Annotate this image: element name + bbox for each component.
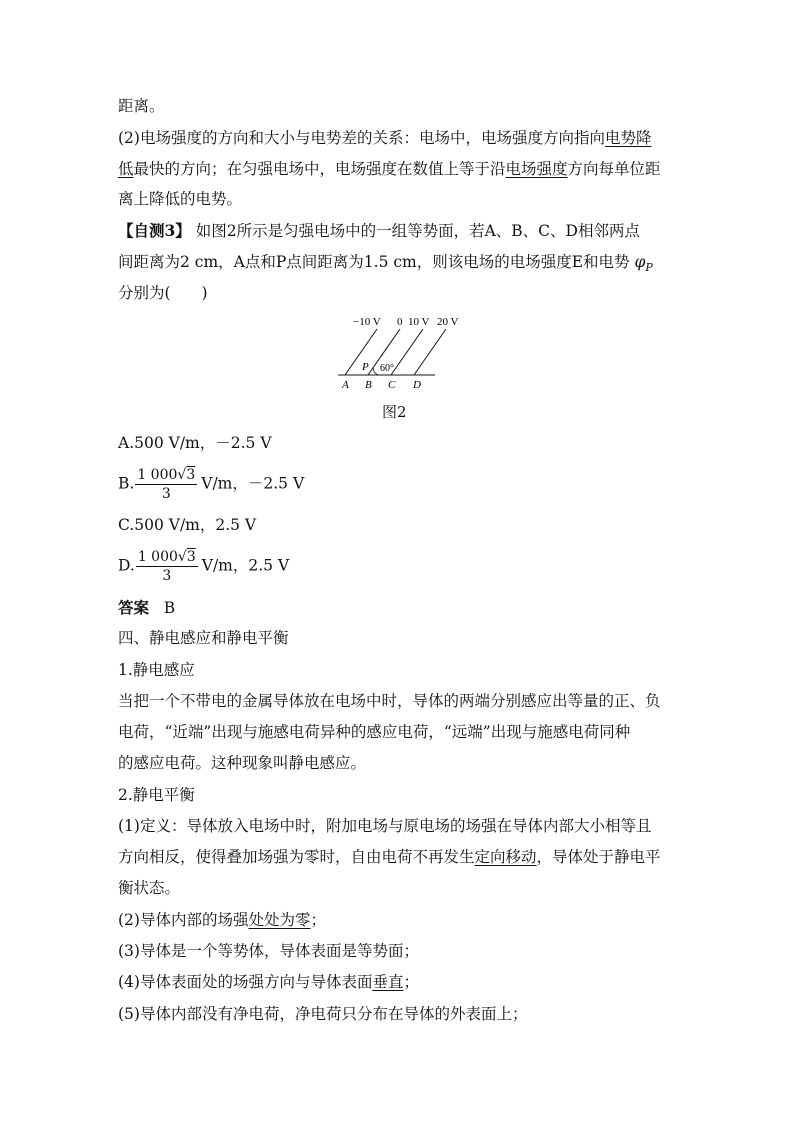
underlined-term: 处处为零	[248, 911, 311, 929]
text-line: 当把一个不带电的金属导体放在电场中时，导体的两端分别感应出等量的正、负	[118, 692, 661, 710]
angle-arc	[373, 367, 378, 375]
potential-label: 20 V	[437, 316, 459, 328]
question-tag: 【自测3】	[118, 221, 191, 240]
potential-label: 10 V	[408, 316, 430, 328]
subsection-title: 1.静电感应	[118, 661, 195, 679]
text-line: 的感应电荷。这种现象叫静电感应。	[118, 754, 367, 772]
answer-line: 答案 B	[118, 598, 176, 617]
point-p-label: P	[362, 361, 369, 373]
option-a: A.500 V/m，－2.5 V	[118, 434, 272, 452]
underlined-term: 定向移动	[474, 848, 537, 866]
point-label: C	[388, 379, 396, 391]
option-b: B. $\frac{1 000√3}{3}$ V/m，－2.5 V	[118, 467, 305, 502]
text-line: (1)定义：导体放入电场中时，附加电场与原电场的场强在导体内部大小相等且	[118, 817, 652, 835]
point-label: A	[342, 379, 349, 391]
text-line: 离上降低的电势。	[118, 190, 243, 208]
text-line: 电荷，“近端”出现与施感电荷异种的感应电荷，“远端”出现与施感电荷同种	[118, 723, 631, 741]
text-line: 方向相反，使得叠加场强为零时，自由电荷不再发生定向移动，导体处于静电平	[118, 848, 661, 866]
text-line: 衡状态。	[118, 879, 181, 897]
equipotential-figure	[330, 308, 470, 392]
potential-label: −10 V	[353, 316, 381, 328]
point-label: B	[365, 379, 372, 391]
text-line: 低最快的方向；在匀强电场中，电场强度在数值上等于沿电场强度方向每单位距	[118, 160, 661, 178]
angle-label: 60°	[380, 363, 394, 374]
question-line: 间距离为2 cm，A点和P点间距离为1.5 cm，则该电场的电场强度E和电势 $\varphi_P$	[118, 253, 653, 275]
underlined-term: 垂直	[372, 973, 404, 991]
text-line: 距离。	[118, 97, 165, 115]
list-item: (3)导体是一个等势体，导体表面是等势面；	[118, 942, 419, 960]
option-c: C.500 V/m，2.5 V	[118, 516, 257, 534]
underlined-term: 低	[118, 160, 134, 178]
potential-label: 0	[397, 316, 403, 328]
option-d: D. $\frac{1 000√3}{3}$ V/m，2.5 V	[118, 549, 290, 584]
list-item: (5)导体内部没有净电荷，净电荷只分布在导体的外表面上；	[118, 1005, 528, 1023]
list-item: (4)导体表面处的场强方向与导体表面垂直；	[118, 973, 419, 991]
figure-caption: 图2	[382, 403, 407, 421]
underlined-term: 电势降	[604, 129, 652, 147]
text-line: (2)电场强度的方向和大小与电势差的关系：电场中，电场强度方向指向电势降	[118, 129, 652, 147]
question-line: 分别为( )	[118, 284, 208, 302]
subsection-title: 2.静电平衡	[118, 786, 195, 804]
question-line: 【自测3】 如图2所示是匀强电场中的一组等势面，若A、B、C、D相邻两点	[118, 221, 640, 240]
section-heading: 四、静电感应和静电平衡	[118, 629, 289, 647]
underlined-term: 电场强度	[505, 160, 568, 178]
list-item: (2)导体内部的场强处处为零；	[118, 911, 326, 929]
point-label: D	[413, 379, 421, 391]
